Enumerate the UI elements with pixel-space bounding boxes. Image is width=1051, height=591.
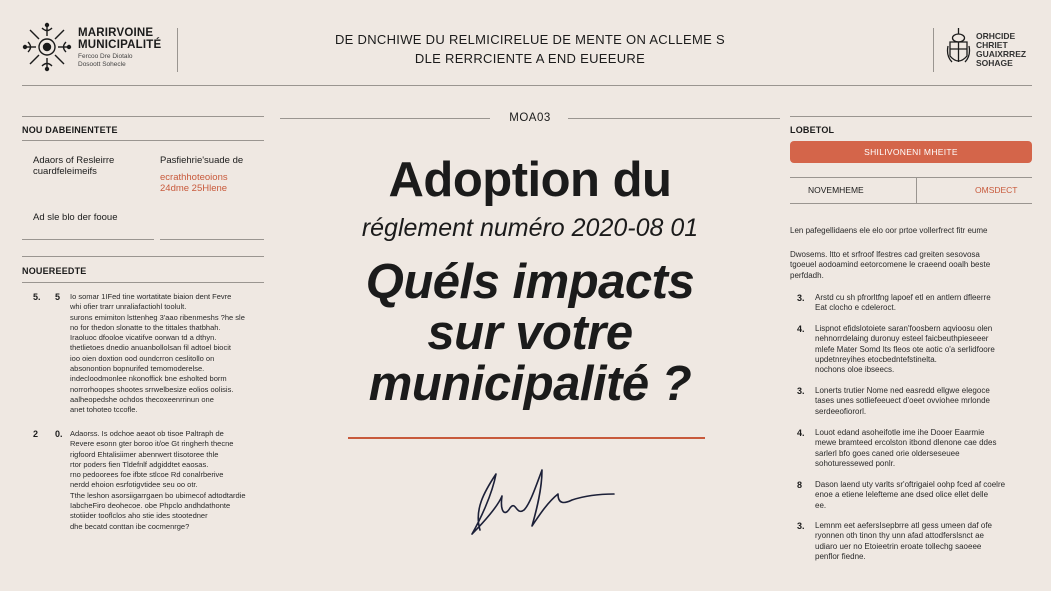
header-divider-right <box>933 28 934 72</box>
left-point1-number: 5. <box>33 292 41 302</box>
left-point2-number: 2 <box>33 429 39 439</box>
left-section2-title: NOUEREEDTE <box>22 266 87 276</box>
left-item2-label: Pasfiehrie'suade de <box>160 155 244 166</box>
right-item1-text: Arstd cu sh pfrorltfng lapoef etl en antlern dfleerre Eat clocho e cdeleroct. <box>815 293 991 313</box>
left-point1-bullet: 5 <box>55 292 61 302</box>
right-item3-text: Lonerts trutier Nome ned easredd ellgwe elegoce tases unes sotliefeeuect d'oeet ovviohee mrlonde serdeeofiororl. <box>815 386 990 416</box>
left-section2-top-rule <box>22 256 264 257</box>
right-section-label: LOBETOL <box>790 125 835 135</box>
right-brand-text: ORHCIDE CHRIET GUAIXRREZ SOHAGE <box>976 31 1027 68</box>
left-item3-label: Ad sle blo der fooue <box>33 212 118 223</box>
left-point1-text: Io somar 1IFed tine wortatitate biaion dent Fevre whi ofier trarr unraliafactiohl toolult. surons emimiton lsttenheg 3'aao ribenmeshs ?he sle no for thedon slonatte to the tittales thatbhah. Iraoluoc dfooloe vicatifve oorwan td a dthyn. thetlietoes dnedio anuanbollolsan fil adtoel biocit ioo oien doxtion ood oundcrron ceslitollo on absonontion bopnurifed temomoderelse. indecloodmonlee nkonoffick bne esholted borm norrorhoopes shootes srrwelbesize eolios oolisis. aalheopedshe ochdos thecoxeenrrinun one anet tohoteo tccofle. <box>70 292 245 415</box>
right-item5-number: 8 <box>797 480 803 490</box>
municipality-name: MARIRVOINE MUNICIPALITÉ <box>78 27 162 51</box>
code-rule-right <box>568 118 780 119</box>
main-subtitle: réglement numéro 2020-08 01 <box>361 214 699 242</box>
left-section1-title: NOU DABEINENTETE <box>22 125 118 135</box>
right-action-button[interactable]: SHILIVONENI MHEITE <box>790 141 1032 163</box>
left-point2-bullet: 0. <box>55 429 63 439</box>
right-item5-text: Dason laend uty varlts sr'oftrigaiel oohp fced af coelre enoe a etiene lelefteme ane dsed olice ellet delle ee. <box>815 480 1006 510</box>
right-item6-number: 3. <box>797 521 805 531</box>
header-title: DE DNCHIWE DU RELMICIRELUE DE MENTE ON ACLLEME S DLE RERRCIENTE A END EUEEURE <box>334 32 725 66</box>
left-section1-rule <box>22 140 264 141</box>
left-top-rule <box>22 116 264 117</box>
right-item4-number: 4. <box>797 428 805 438</box>
right-item6-text: Lemnm eet aefersIsepbrre atl gess umeen daf ofe ryonnen oth tinon thy unn afad attodferslsnct ae udiaro uer no Etoieetrin eroate tollechg saoeee penflor fiedne. <box>815 521 992 561</box>
main-title: Adoption du <box>388 153 672 207</box>
right-item2-number: 4. <box>797 324 805 334</box>
signature-icon <box>458 460 618 540</box>
right-table-divider <box>916 177 917 203</box>
document-code: MOA03 <box>509 112 551 124</box>
left-field1-underline <box>22 239 154 240</box>
left-item2-value: ecrathhoteoions 24dme 25Hlene <box>160 172 228 194</box>
municipal-emblem-logo <box>22 22 72 72</box>
left-point2-text: Adaorss. Is odchoe aeaot ob tisoe Paltraph de Revere esonn gter boroo it/oe Gt ringherh thecne rigfoord Ehtalisiimer abenrwert tlisotoree thle rtor poders fien Tldefnlf adgiddtet eaosas. rno pedoorees foe ifbte stlcoe Rd conalrberive nerdd ehoion esrfotigvtidee seu oo otr. Tthe leshon asorsiigarrgaen bo ubimecof adtodtardie IabcheFiro deohecoe. obe Phpclo andhdathonte stotiider tooflclos aho stie ides stootedner dhe becatd conttan ibe cocmenrge? <box>70 429 246 531</box>
header-bottom-rule <box>22 85 1032 86</box>
right-item2-text: Lispnot efidslotoiete saran'foosbern aqvioosu olen nehnorrdelaing duronuy esteel faicbeuthpieseeer mlefe Mater Somd Its fleos ote aotic o'a serlidfoore updetnreyihes etocbedntefstinelta. nochons oloe ibseecs. <box>815 324 995 375</box>
municipality-subtitle: Fercoo Dre Diotalo Dosoott Sohecle <box>78 53 133 68</box>
right-table-bottom <box>790 203 1032 204</box>
right-item1-number: 3. <box>797 293 805 303</box>
right-top-rule <box>790 116 1032 117</box>
right-table-top <box>790 177 1032 178</box>
left-section2-rule <box>22 282 264 283</box>
right-intro: Len pafegellidaens ele elo oor prtoe vollerfrect fitr eume <box>790 226 988 235</box>
right-item3-number: 3. <box>797 386 805 396</box>
main-question: Quéls impacts sur votre municipalité ? <box>365 255 695 411</box>
header-divider-left <box>177 28 178 72</box>
right-item4-text: Louot edand asoheifotle ime ihe Dooer Eaarmie mewe bramteed ercolston itbond dlenone cae ddes sarlerl bfo goes caned orie olderseseuee sohoturessewed ponlr. <box>815 428 997 468</box>
left-field2-underline <box>160 239 264 240</box>
right-col1: NOVEMHEME <box>808 185 864 195</box>
left-item1-label: Adaors of Resleirre cuardfeleimeifs <box>33 155 115 177</box>
coat-of-arms-icon <box>946 26 971 70</box>
right-col2: OMSDECT <box>975 185 1018 195</box>
right-paragraph: Dwosems. ltto et srfroof lfestres cad greiten sesovosa tgoeuel aodoamind eetorcomene le craeend ooalh beste perfdadh. <box>790 250 991 280</box>
accent-divider <box>348 437 705 439</box>
